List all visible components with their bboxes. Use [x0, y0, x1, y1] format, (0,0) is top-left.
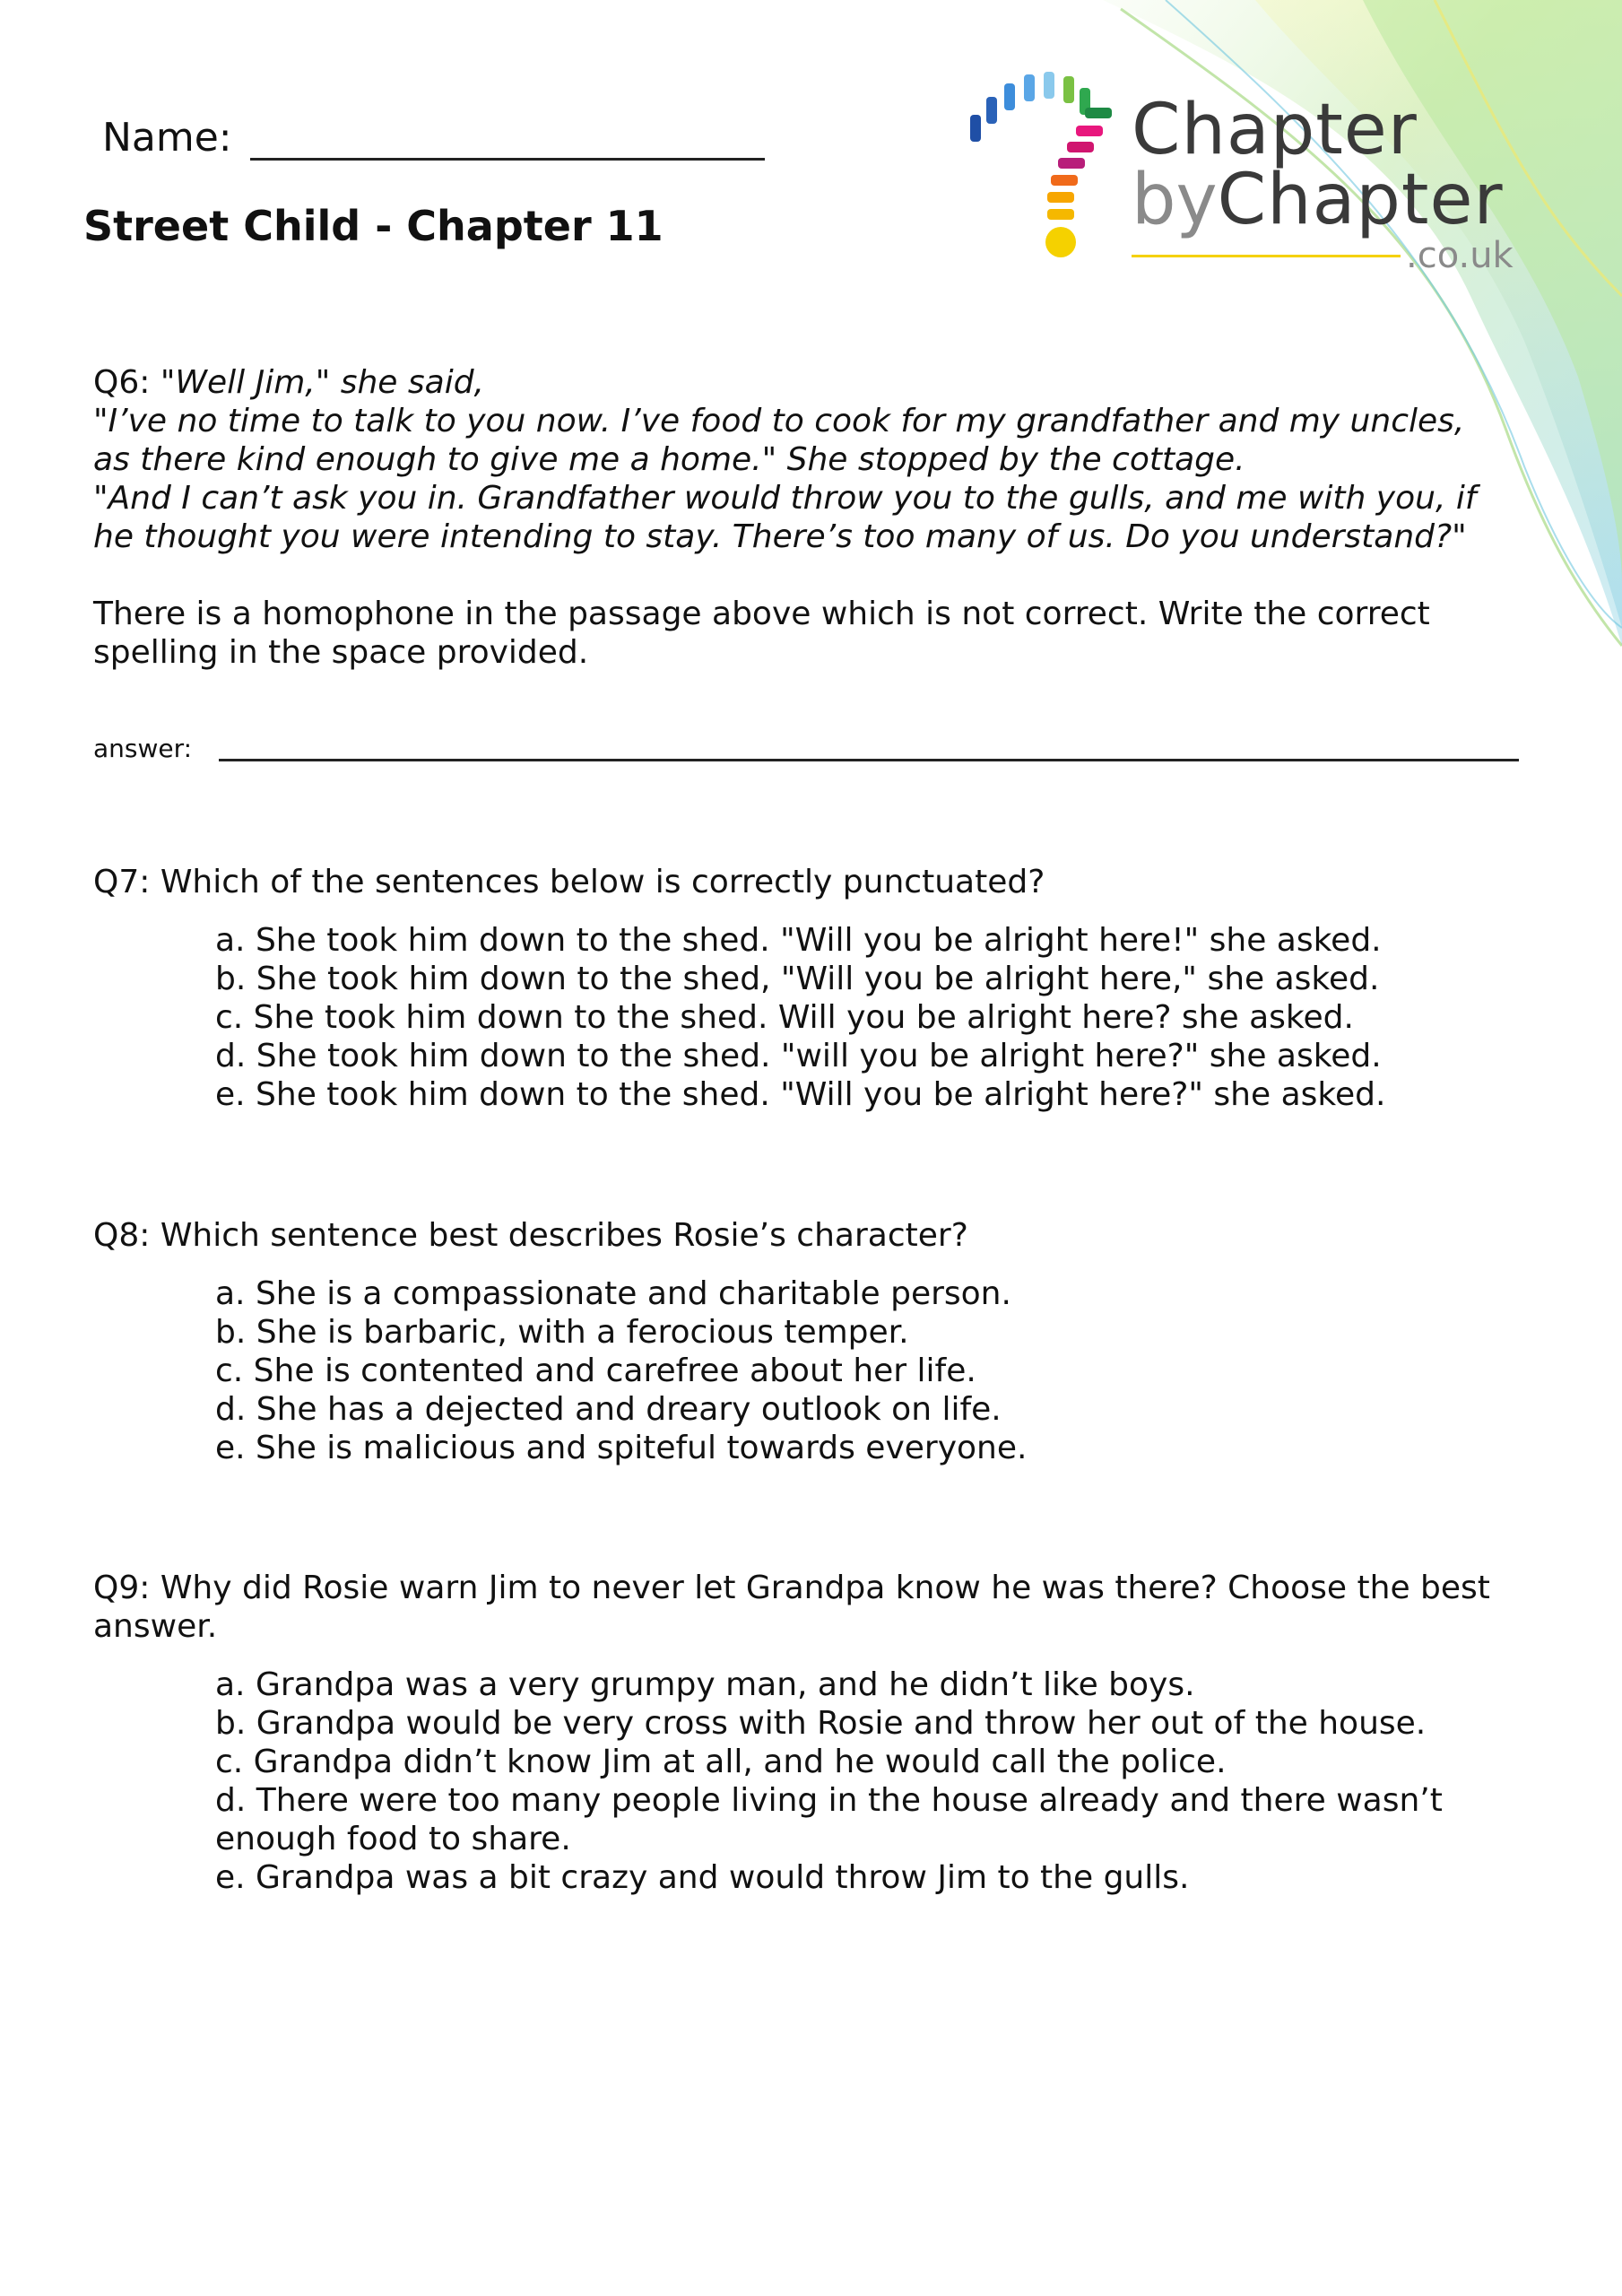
q9-option-a[interactable]: a. Grandpa was a very grumpy man, and he didn’t like boys. [215, 1666, 1195, 1703]
q7-option-a[interactable]: a. She took him down to the shed. "Will you be alright here!" she asked. [215, 922, 1382, 959]
q6-prefix: Q6: [93, 364, 151, 401]
q7-options [215, 921, 1385, 1114]
q9-option-b[interactable]: b. Grandpa would be very cross with Rosie and throw her out of the house. [215, 1705, 1427, 1742]
q9-question-line: answer. [93, 1608, 218, 1645]
q9-option-d[interactable]: d. There were too many people living in the house already and there wasn’t [215, 1782, 1443, 1819]
q8-options [215, 1274, 1027, 1467]
question-6 [93, 363, 1477, 672]
question-7: Q7: Which of the sentences below is correctly punctuated? [93, 864, 1045, 900]
logo-by: by [1132, 160, 1218, 240]
q9-option-c[interactable]: c. Grandpa didn’t know Jim at all, and he would call the police. [215, 1744, 1227, 1780]
name-underline[interactable] [250, 118, 765, 161]
logo-wordmark [1132, 90, 1504, 240]
q8-option-e[interactable]: e. She is malicious and spiteful towards everyone. [215, 1430, 1028, 1466]
q6-quote-line: he thought you were intending to stay. There’s too many of us. Do you understand?" [93, 518, 1467, 555]
q8-option-b[interactable]: b. She is barbaric, with a ferocious temper. [215, 1314, 909, 1351]
q8-option-a[interactable]: a. She is a compassionate and charitable person. [215, 1275, 1011, 1312]
q8-option-d[interactable]: d. She has a dejected and dreary outlook on life. [215, 1391, 1002, 1428]
q9-option-d-continued[interactable]: enough food to share. [215, 1821, 571, 1857]
q6-instruction-line: spelling in the space provided. [93, 634, 589, 671]
q6-quote-line: as there kind enough to give me a home." She stopped by the cottage. [93, 441, 1245, 478]
logo-line1: Chapter [1132, 90, 1418, 170]
q6-answer-field[interactable] [219, 759, 1519, 761]
q7-option-e[interactable]: e. She took him down to the shed. "Will you be alright here?" she asked. [215, 1076, 1386, 1113]
logo-line2-chapter: Chapter [1217, 160, 1504, 240]
q7-option-c[interactable]: c. She took him down to the shed. Will you be alright here? she asked. [215, 999, 1354, 1036]
q7-option-d[interactable]: d. She took him down to the shed. "will you be alright here?" she asked. [215, 1038, 1382, 1074]
q9-options [215, 1665, 1443, 1897]
q6-quote-line: "I’ve no time to talk to you now. I’ve food to cook for my grandfather and my uncles, [93, 403, 1465, 439]
q6-quote-line: "Well Jim," she said, [160, 364, 484, 401]
q9-option-e[interactable]: e. Grandpa was a bit crazy and would throw Jim to the gulls. [215, 1859, 1190, 1896]
question-8: Q8: Which sentence best describes Rosie’s character? [93, 1217, 968, 1254]
logo-suffix: .co.uk [1406, 235, 1514, 276]
page-title: Street Child - Chapter 11 [83, 202, 664, 250]
q6-quote-line: "And I can’t ask you in. Grandfather would throw you to the gulls, and me with you, if [93, 480, 1477, 517]
question-9 [93, 1569, 1490, 1646]
logo-underline [1132, 255, 1401, 257]
q7-option-b[interactable]: b. She took him down to the shed, "Will you be alright here," she asked. [215, 961, 1380, 997]
q9-question-line: Q9: Why did Rosie warn Jim to never let Grandpa know he was there? Choose the best [93, 1570, 1490, 1606]
name-label: Name: [102, 115, 232, 161]
book-question-mark-icon [970, 72, 1112, 257]
name-field[interactable] [102, 115, 765, 161]
q8-option-c[interactable]: c. She is contented and carefree about her life. [215, 1352, 976, 1389]
q6-answer-label: answer: [93, 734, 193, 763]
q6-instruction-line: There is a homophone in the passage above which is not correct. Write the correct [93, 596, 1430, 632]
